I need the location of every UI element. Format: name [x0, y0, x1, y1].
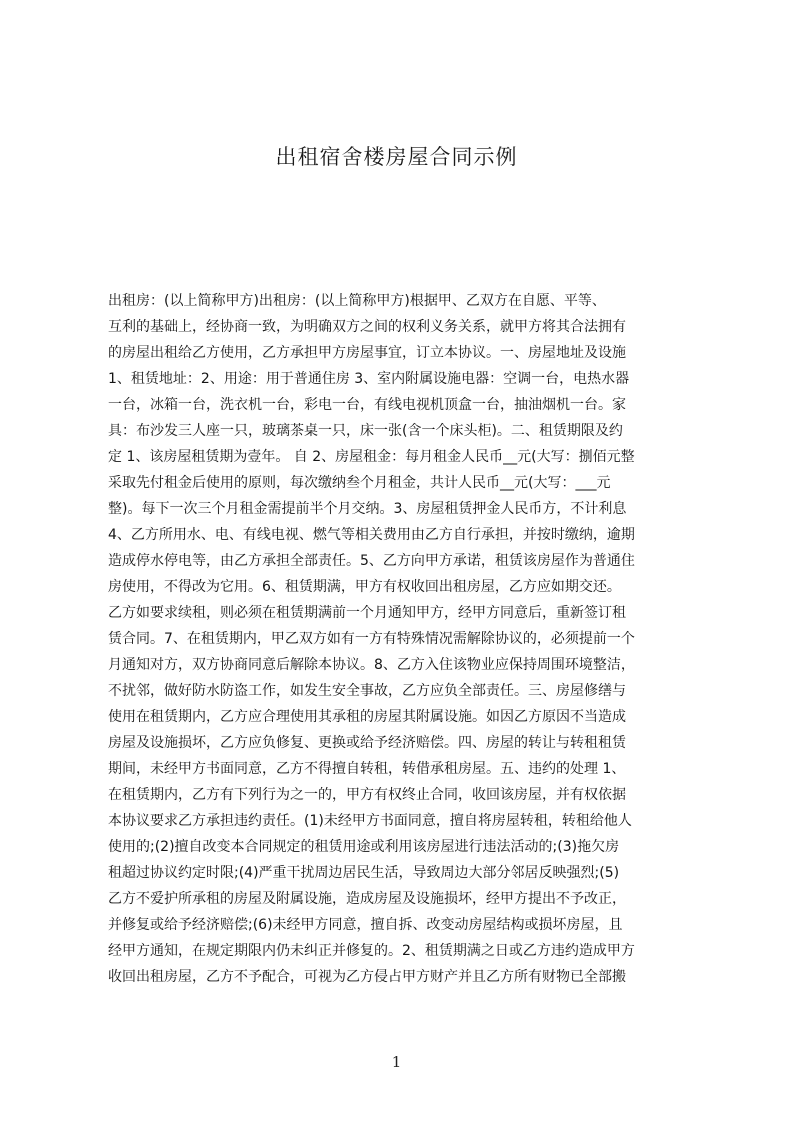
page-number: 1 [391, 1053, 402, 1071]
body-line: 在租赁期内，乙方有下列行为之一的，甲方有权终止合同，收回该房屋，并有权依据 [108, 787, 626, 803]
document-title: 出租宿舍楼房屋合同示例 [275, 145, 518, 169]
body-line: 整)。每下一次三个月租金需提前半个月交纳。3、房屋租赁押金人民币方，不计利息 [108, 501, 627, 517]
body-line: 互利的基础上，经协商一致，为明确双方之间的权利义务关系，就甲方将其合法拥有 [108, 319, 626, 335]
body-line: 4、乙方所用水、电、有线电视、燃气等相关费用由乙方自行承担，并按时缴纳，逾期 [108, 527, 635, 543]
body-line: 收回出租房屋，乙方不予配合，可视为乙方侵占甲方财产并且乙方所有财物已全部搬 [108, 969, 626, 985]
body-line: 一台，冰箱一台，洗衣机一台，彩电一台，有线电视机顶盒一台，抽油烟机一台。家 [108, 397, 626, 413]
body-line: 不扰邻，做好防水防盗工作，如发生安全事故，乙方应负全部责任。三、房屋修缮与 [108, 683, 626, 699]
body-line: 并修复或给予经济赔偿;(6)未经甲方同意，擅自拆、改变动房屋结构或损坏房屋，且 [108, 917, 623, 933]
body-line: 房使用，不得改为它用。6、租赁期满，甲方有权收回出租房屋，乙方应如期交还。 [108, 579, 621, 595]
body-line: 定 1、该房屋租赁期为壹年。 自 2、房屋租金：每月租金人民币__元(大写：捌佰元整 [108, 449, 635, 465]
body-line: 租超过协议约定时限;(4)严重干扰周边居民生活，导致周边大部分邻居反映强烈;(5) [108, 865, 620, 881]
body-line: 房屋及设施损坏，乙方应负修复、更换或给予经济赔偿。四、房屋的转让与转租租赁 [108, 735, 626, 751]
body-line: 使用在租赁期内，乙方应合理使用其承租的房屋其附属设施。如因乙方原因不当造成 [108, 709, 626, 725]
body-line: 月通知对方，双方协商同意后解除本协议。8、乙方入住该物业应保持周围环境整洁， [108, 657, 635, 673]
body-line: 期间，未经甲方书面同意，乙方不得擅自转租，转借承租房屋。五、违约的处理 1、 [108, 761, 626, 777]
body-line: 本协议要求乙方承担违约责任。(1)未经甲方书面同意，擅自将房屋转租，转租给他人 [108, 813, 632, 829]
body-line: 的房屋出租给乙方使用，乙方承担甲方房屋事宜，订立本协议。一、房屋地址及设施 [108, 345, 626, 361]
body-line: 经甲方通知，在规定期限内仍未纠正并修复的。2、租赁期满之日或乙方违约造成甲方 [108, 943, 635, 959]
body-line: 赁合同。7、在租赁期内，甲乙双方如有一方有特殊情况需解除协议的，必须提前一个 [108, 631, 635, 647]
body-line: 乙方如要求续租，则必须在租赁期满前一个月通知甲方，经甲方同意后，重新签订租 [108, 605, 626, 621]
contract-body [108, 288, 700, 1058]
body-line: 出租房：(以上简称甲方)出租房：(以上简称甲方)根据甲、乙双方在自愿、平等、 [108, 293, 606, 309]
body-line: 采取先付租金后使用的原则，每次缴纳叁个月租金，共计人民币__元(大写：___元 [108, 475, 611, 491]
body-line: 使用的;(2)擅自改变本合同规定的租赁用途或利用该房屋进行违法活动的;(3)拖欠房 [108, 839, 620, 855]
body-line: 1、租赁地址：2、用途：用于普通住房 3、室内附属设施电器：空调一台，电热水器 [108, 371, 630, 387]
body-line: 造成停水停电等，由乙方承担全部责任。5、乙方向甲方承诺，租赁该房屋作为普通住 [108, 553, 635, 569]
body-line: 乙方不爱护所承租的房屋及附属设施，造成房屋及设施损坏，经甲方提出不予改正， [108, 891, 626, 907]
body-line: 具：布沙发三人座一只，玻璃茶桌一只，床一张(含一个床头柜)。二、租赁期限及约 [108, 423, 623, 439]
